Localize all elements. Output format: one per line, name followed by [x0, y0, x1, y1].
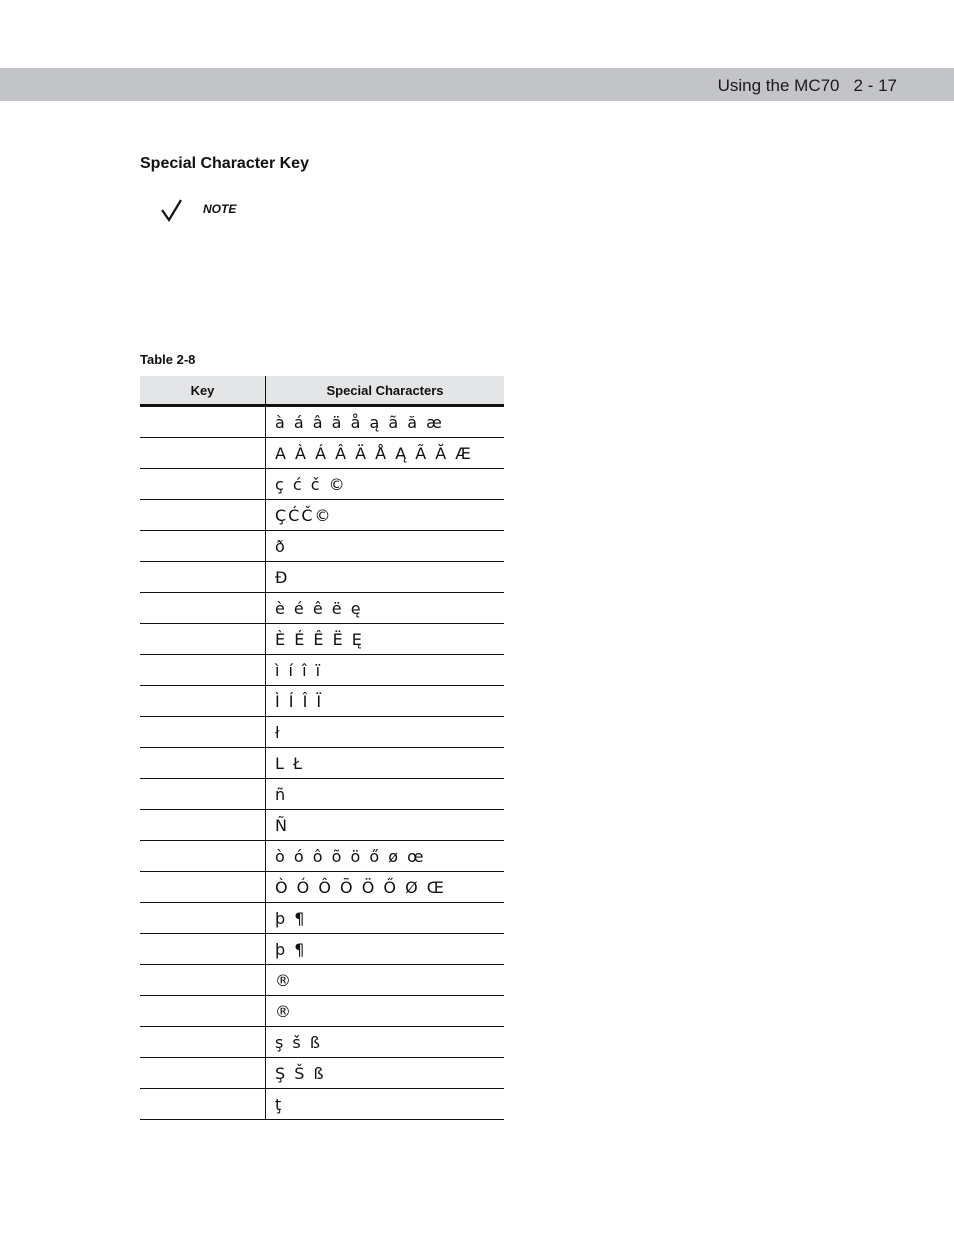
key-cell: [140, 593, 266, 624]
key-cell: [140, 1027, 266, 1058]
table-body: [140, 406, 504, 1120]
key-cell: [140, 1058, 266, 1089]
special-characters-cell: ñ: [266, 779, 505, 810]
table-row: [140, 500, 504, 531]
special-characters-cell: Ñ: [266, 810, 505, 841]
special-characters-cell: Ì Í Î Ï: [266, 686, 505, 717]
table-row: [140, 717, 504, 748]
key-cell: [140, 655, 266, 686]
key-cell: [140, 469, 266, 500]
special-characters-cell: Ş Š ß: [266, 1058, 505, 1089]
table-row: [140, 655, 504, 686]
special-characters-cell: ł: [266, 717, 505, 748]
special-characters-cell: ţ: [266, 1089, 505, 1120]
column-header-key: Key: [140, 376, 266, 406]
table-row: [140, 593, 504, 624]
table-row: [140, 469, 504, 500]
table-row: [140, 872, 504, 903]
table-row: [140, 686, 504, 717]
special-characters-cell: L Ł: [266, 748, 505, 779]
table-row: [140, 748, 504, 779]
key-cell: [140, 810, 266, 841]
special-characters-cell: A À Á Â Ä Å Ą Ã Ă Æ: [266, 438, 505, 469]
key-cell: [140, 686, 266, 717]
special-characters-cell: È É Ê Ë Ę: [266, 624, 505, 655]
key-cell: [140, 1089, 266, 1120]
key-cell: [140, 717, 266, 748]
table-header-row: [140, 376, 504, 406]
column-header-special-characters: Special Characters: [266, 376, 505, 406]
page-header-bar: [0, 68, 954, 101]
special-characters-cell: ÇĆČ©: [266, 500, 505, 531]
special-characters-cell: ş š ß: [266, 1027, 505, 1058]
page-number: 2 - 17: [853, 76, 897, 95]
table-row: [140, 996, 504, 1027]
key-cell: [140, 903, 266, 934]
special-characters-cell: Ò Ó Ô Õ Ö Ő Ø Œ: [266, 872, 505, 903]
key-cell: [140, 872, 266, 903]
key-cell: [140, 965, 266, 996]
table-row: [140, 965, 504, 996]
table-row: [140, 1027, 504, 1058]
chapter-title: Using the MC70: [717, 76, 840, 95]
table-row: [140, 934, 504, 965]
special-characters-cell: þ ¶: [266, 903, 505, 934]
key-cell: [140, 624, 266, 655]
key-cell: [140, 438, 266, 469]
key-cell: [140, 531, 266, 562]
special-characters-cell: ®: [266, 996, 505, 1027]
special-characters-cell: à á â ä å ą ã ă æ: [266, 406, 505, 438]
key-cell: [140, 996, 266, 1027]
note-label: NOTE: [203, 202, 237, 216]
table-row: [140, 779, 504, 810]
section-title: Special Character Key: [140, 155, 309, 172]
key-cell: [140, 841, 266, 872]
table-row: [140, 841, 504, 872]
special-characters-cell: ò ó ô õ ö ő ø œ: [266, 841, 505, 872]
table-row: [140, 810, 504, 841]
special-characters-cell: Ð: [266, 562, 505, 593]
table-row: [140, 562, 504, 593]
table-row: [140, 406, 504, 438]
key-cell: [140, 748, 266, 779]
key-cell: [140, 562, 266, 593]
key-cell: [140, 406, 266, 438]
special-characters-table: [140, 376, 504, 1120]
table-row: [140, 1089, 504, 1120]
table-caption: Table 2-8: [140, 352, 196, 367]
special-characters-cell: þ ¶: [266, 934, 505, 965]
special-characters-cell: è é ê ë ę: [266, 593, 505, 624]
special-characters-cell: ð: [266, 531, 505, 562]
table-row: [140, 531, 504, 562]
key-cell: [140, 779, 266, 810]
table-row: [140, 624, 504, 655]
special-characters-cell: ç ć č ©: [266, 469, 505, 500]
table-row: [140, 903, 504, 934]
table-row: [140, 1058, 504, 1089]
running-header: [718, 76, 897, 96]
table-row: [140, 438, 504, 469]
key-cell: [140, 500, 266, 531]
special-characters-cell: ®: [266, 965, 505, 996]
key-cell: [140, 934, 266, 965]
special-characters-cell: ì í î ï: [266, 655, 505, 686]
checkmark-icon: [160, 198, 184, 224]
